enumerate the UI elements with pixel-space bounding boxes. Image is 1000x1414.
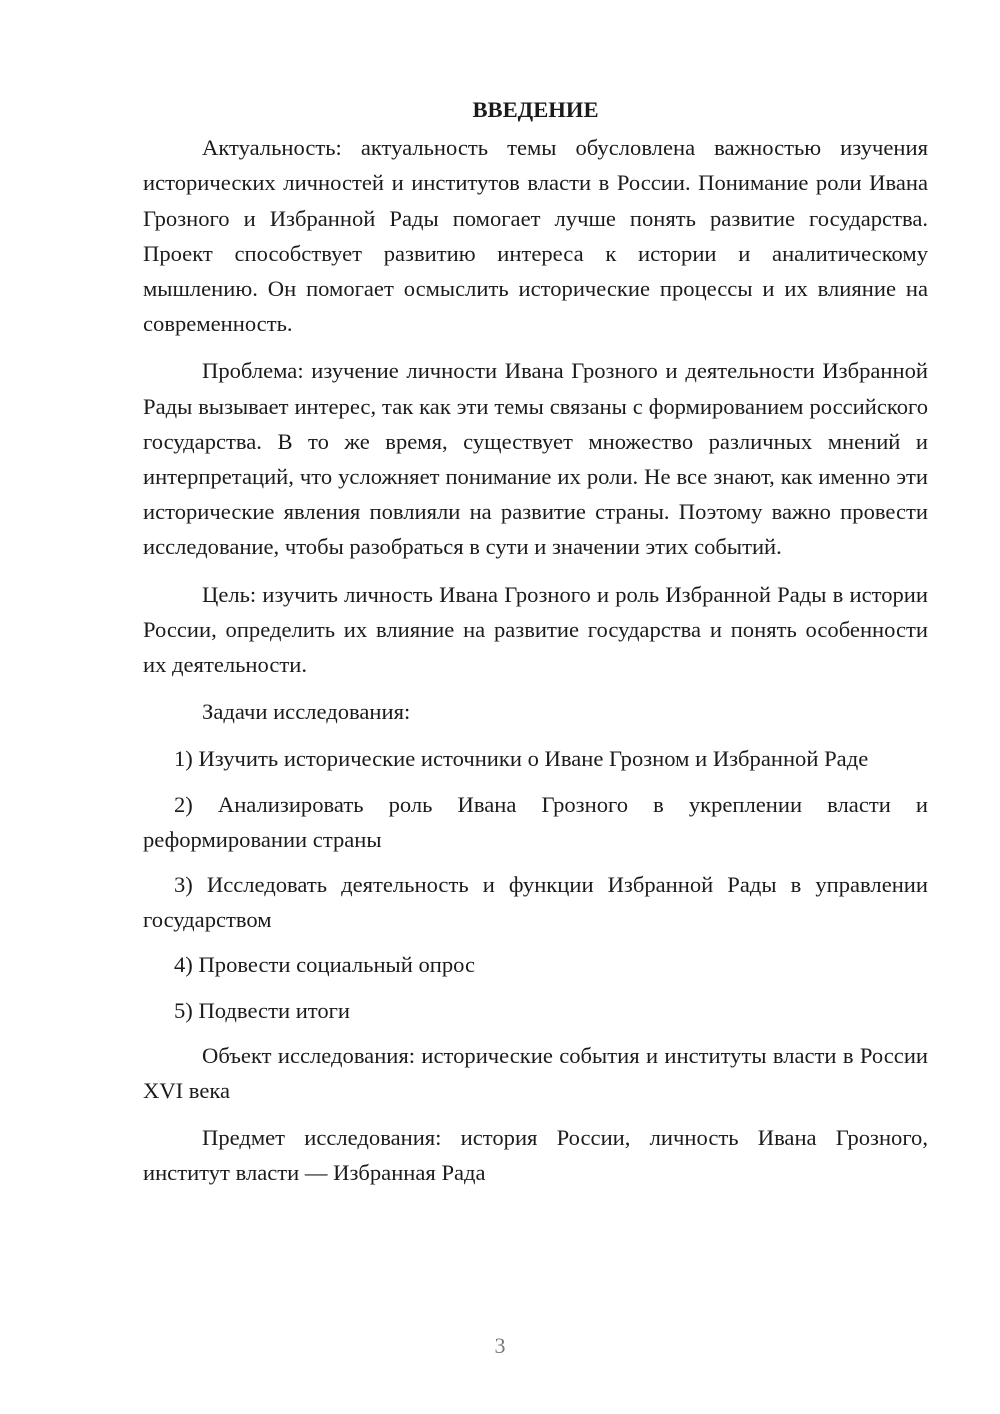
subject-paragraph: Предмет исследования: история России, личность Ивана Грозного, институт власти — Избранная Рада [143,1125,928,1186]
goal-paragraph: Цель: изучить личность Ивана Грозного и роль Избранной Рады в истории России, определить их влияние на развитие государства и понять особенности их деятельности. [143,581,928,678]
problem-paragraph: Проблема: изучение личности Ивана Грозного и деятельности Избранной Рады вызывает интерес, так как эти темы связаны с формированием российского государства. В то же время, существует множество различных мнений и интерпретаций, что усложняет понимание их роли. Не все знают, как именно эти исторические явления повлияли на развитие страны. Поэтому важно провести исследование, чтобы разобраться в сути и значении этих событий. [143,358,928,560]
document-title: ВВЕДЕНИЕ [472,97,599,122]
relevance-paragraph: Актуальность: актуальность темы обусловлена важностью изучения исторических личностей и институтов власти в России. Понимание роли Ивана Грозного и Избранной Рады помогает лучше понять развитие государства. Проект способствует развитию интереса к истории и аналитическому мышлению. Он помогает осмыслить исторические процессы и их влияние на современность. [143,135,928,337]
tasks-heading: Задачи исследования: [202,699,411,725]
task-item-2: 2) Анализировать роль Ивана Грозного в укреплении власти и реформировании страны [143,791,928,852]
page-number: 3 [494,1333,506,1358]
task-item-5: 5) Подвести итоги [174,997,351,1023]
object-paragraph: Объект исследования: исторические события и институты власти в России XVI века [143,1042,928,1104]
document-page [143,92,928,1203]
task-item-3: 3) Исследовать деятельность и функции Избранной Рады в управлении государством [143,872,928,933]
task-item-4: 4) Провести социальный опрос [174,952,476,978]
task-item-1: 1) Изучить исторические источники о Иване Грозном и Избранной Раде [174,746,869,772]
